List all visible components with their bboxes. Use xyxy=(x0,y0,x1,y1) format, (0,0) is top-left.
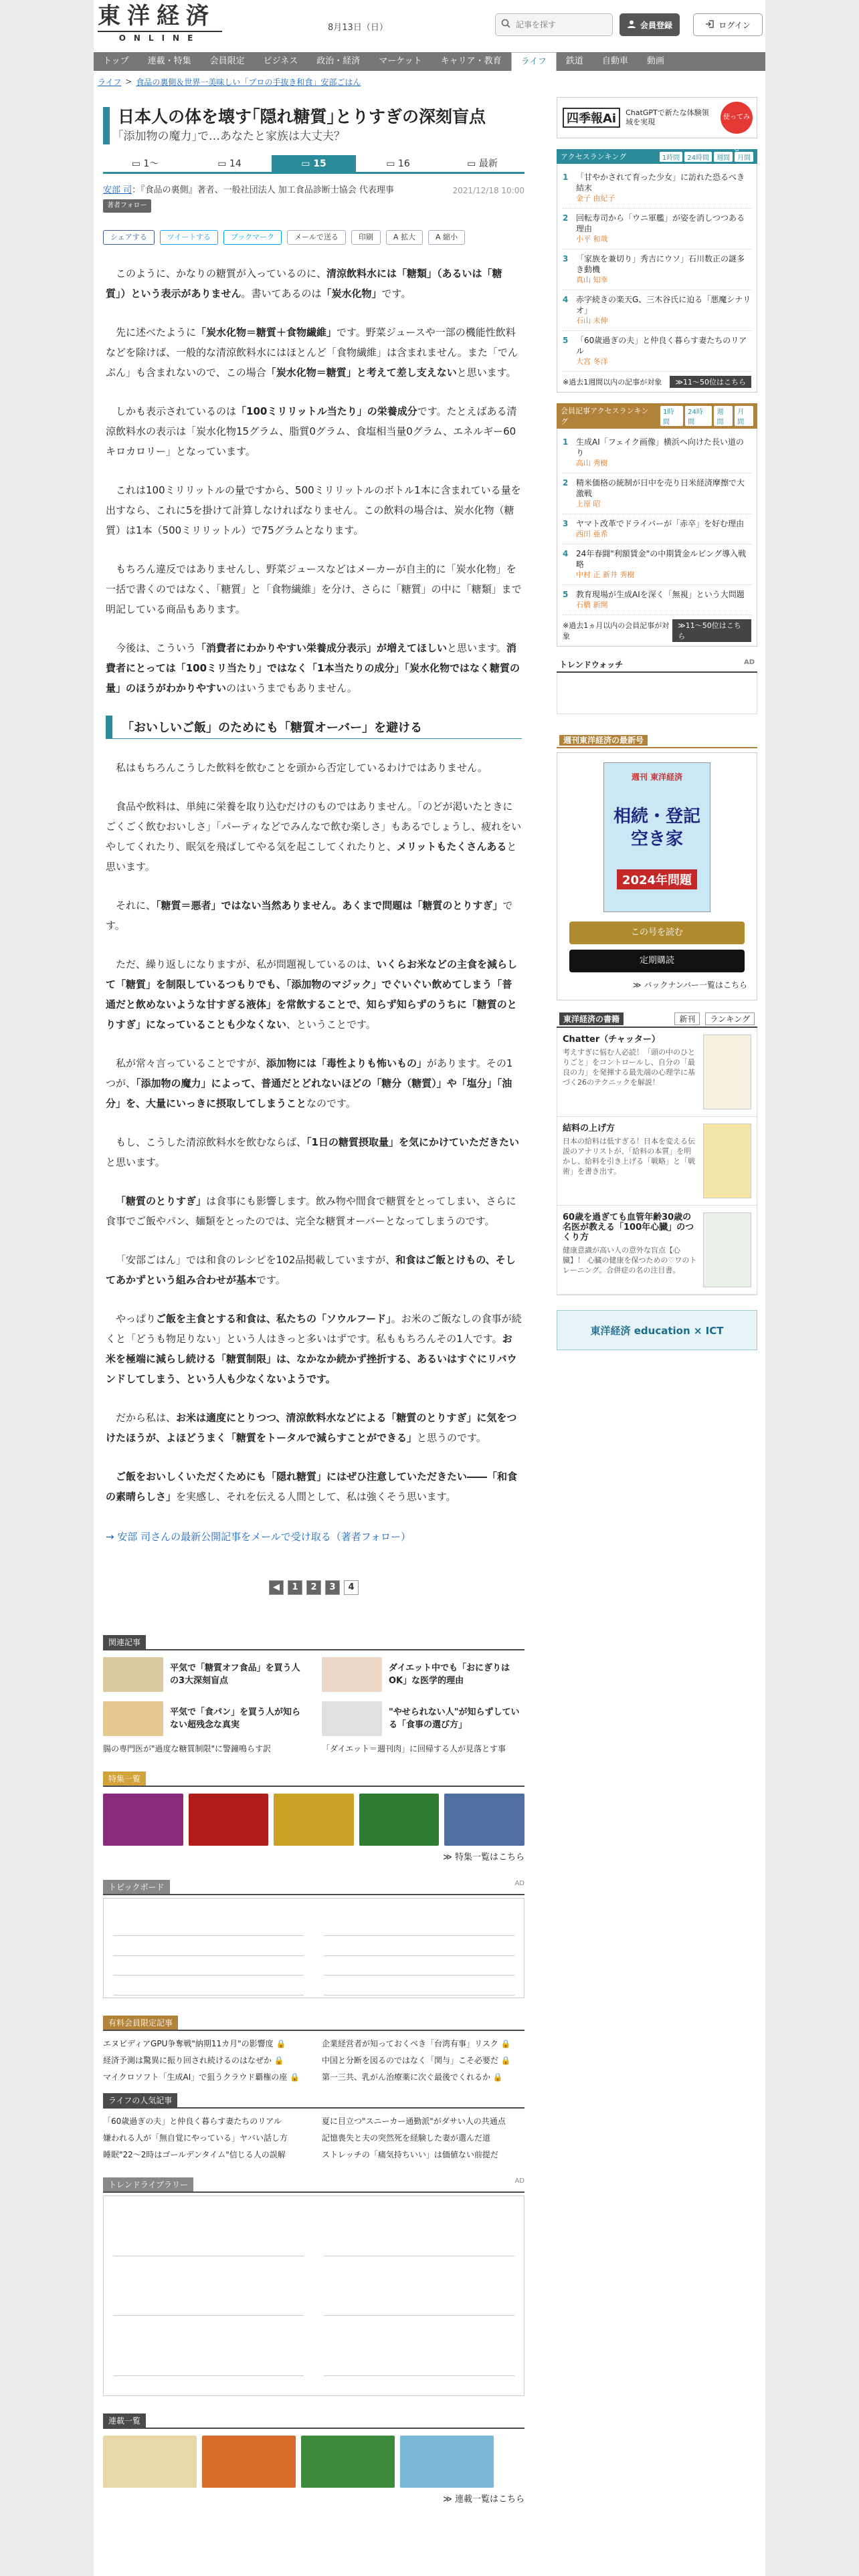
author-follow-link[interactable]: → 安部 司さんの最新公開記事をメールで受け取る（著者フォロー） xyxy=(106,1531,411,1543)
magazine-box xyxy=(557,733,757,1000)
article-paragraph: ご飯をおいしくいただくためにも「隠れ糖質」にはぜひ注意していただきたい――「和食の素晴らしさ」を実感し、それを伝える人間として、私は強くそう思います。 xyxy=(106,1471,518,1503)
font-enlarge-button[interactable]: A 拡大 xyxy=(386,230,423,245)
access-ranking-item[interactable] xyxy=(563,331,751,372)
member-ranking-item-author: 高山 秀樹 xyxy=(576,459,608,467)
book-cover[interactable] xyxy=(703,1035,751,1109)
book-title[interactable]: 60歳を過ぎても血管年齢30歳の名医が教える「100年心臓」のつくり方 xyxy=(563,1212,694,1243)
author-name[interactable]: 安部 司 xyxy=(103,185,132,195)
access-ranking-item[interactable] xyxy=(563,249,751,290)
article-paragraph: このように、かなりの糖質が入っているのに、清涼飲料水には「糖類」（あるいは「糖質」）という表示がありません。書いてあるのは「炭水化物」です。 xyxy=(106,267,502,300)
access-ranking-tab[interactable]: 1時間 xyxy=(660,152,682,162)
site-logo-sub[interactable]: ONLINE xyxy=(98,31,222,44)
breadcrumb-item-life[interactable]: ライフ xyxy=(98,77,122,87)
features-label: 特集一覧 xyxy=(103,1772,146,1786)
article-page-tabs xyxy=(103,155,524,174)
member-ranking-tab[interactable]: 月間 xyxy=(735,406,753,426)
book-text xyxy=(563,1123,698,1198)
access-ranking-footer xyxy=(563,376,751,388)
access-ranking-item-title[interactable]: 「60歳過ぎの夫」と仲良く暮らす妻たちのリアル xyxy=(576,336,747,356)
feature-thumbnail[interactable] xyxy=(274,1794,354,1846)
emphasis-text: 「炭水化物＝糖質」と考えて差し支えない xyxy=(266,366,457,379)
member-ranking-item-text xyxy=(576,548,751,580)
pager-prev-button[interactable]: ◀ xyxy=(269,1580,284,1595)
login-button[interactable] xyxy=(693,13,763,36)
pagination xyxy=(103,1580,524,1595)
access-ranking-rank-number: 3 xyxy=(563,254,569,263)
related-thumbnail[interactable] xyxy=(103,1701,163,1736)
lock-icon: 🔒 xyxy=(498,2039,511,2048)
page-icon: ▭ xyxy=(301,158,314,169)
article-paragraph: 「糖質のとりすぎ」は食事にも影響します。飲み物や間食で糖質をとってしまい、さらに食事でご飯やパン、麺類をとったのでは、完全な糖質オーバーとなってしまうのです。 xyxy=(106,1195,516,1227)
member-register-label: 会員登録 xyxy=(640,20,673,30)
login-label: ログイン xyxy=(719,20,751,30)
page xyxy=(94,0,765,2576)
book-desc: 健康意識が高い人の意外な盲点【心臓】！ 心臓の健康を保つための♡ワのトレーニング。合併症の名の注目書。 xyxy=(563,1246,697,1275)
access-ranking-tab[interactable]: 月間 xyxy=(735,152,753,162)
emphasis-text: いくらお米などの主食を減らして「糖質」を制限しているつもりでも、「添加物のマジック」でぐいぐい飲めてしまう「普通だと飲めないような甘すぎる液体」を常飲することで、知らず知らずのうちに「糖質のとりすぎ」になっていることも少なくない xyxy=(106,958,518,1031)
access-ranking-rank-number: 5 xyxy=(563,336,569,345)
page-tab[interactable]: ▭ 1〜 xyxy=(131,158,159,169)
breadcrumb-item-series[interactable]: 食品の裏側＆世界一美味しい「プロの手抜き和食」安部ごはん xyxy=(136,77,361,87)
trend-ad-label: AD xyxy=(514,2177,524,2185)
trend-watch-ad: AD xyxy=(743,659,755,666)
popular-list xyxy=(103,2115,524,2160)
page-tab[interactable]: ▭ 15 xyxy=(272,155,356,172)
book-item[interactable] xyxy=(557,1117,757,1206)
member-ranking-item[interactable] xyxy=(563,473,751,514)
member-ranking-label: 会員記事アクセスランキング xyxy=(561,407,649,426)
premium-label: 有料会員限定記事 xyxy=(103,2016,178,2030)
emphasis-text: お米を極端に減らし続ける「糖質制限」は、なかなか続かず挫折する、あるいはすぐにリバウンドしてしまう、という人も少なくないようです。 xyxy=(106,1333,517,1385)
access-ranking-item-text xyxy=(576,253,751,286)
access-ranking-item-author: 金子 由紀子 xyxy=(576,194,615,203)
trend-label: トレンドライブラリー xyxy=(103,2177,193,2191)
header-date: 8月13日（日） xyxy=(328,23,388,33)
list-item[interactable]: 夏に目立つ"スニーカー通勤派"がダサい人の共通点 xyxy=(322,2117,506,2126)
ad-text: ChatGPTで新たな体験領域を実現 xyxy=(626,108,709,126)
emphasis-text: 「消費者にわかりやすい栄養成分表示」が増えてほしい xyxy=(196,642,448,654)
article-title: 日本人の体を壊す｢隠れ糖質｣とりすぎの深刻盲点 xyxy=(118,107,486,126)
access-ranking-item-title[interactable]: 回転寿司から「ウニ軍艦」が姿を消しつつある理由 xyxy=(576,213,745,233)
facebook-share-button[interactable]: シェアする xyxy=(103,230,155,245)
article-paragraph: 「安部ごはん」では和食のレシピを102品掲載していますが、和食はご飯とけもの、そしてあかずという組み合わせが基本です。 xyxy=(106,1254,516,1286)
related-more xyxy=(103,1743,524,1754)
nav-item[interactable]: 会員限定 xyxy=(209,56,245,66)
article-paragraph: しかも表示されているのは「100ミリリットル当たり」の栄養成分です。たとえばある清涼飲料水の表示は「炭水化物15グラム、脂質0グラム、食塩相当量0グラム、エネルギー60キロカロリー」となっています。 xyxy=(106,405,517,457)
pager-page-2[interactable]: 2 xyxy=(306,1580,321,1595)
feature-thumbnail[interactable] xyxy=(189,1794,269,1846)
list-item[interactable]: 嫌われる人が「無自覚にやっている」ヤバい話し方 xyxy=(103,2133,288,2143)
breadcrumb xyxy=(94,74,361,90)
article-paragraph: 私が常々言っていることですが、添加物には「毒性よりも怖いもの」があります。その1つが、「添加物の魔力」によって、普通だとどれないほどの「糖分（糖質）」や「塩分」「油分」を、大量にいっきに摂取してしまうことなのです。 xyxy=(106,1057,513,1109)
emphasis-text: お米は適度にとりつつ、清涼飲料水などによる「糖質のとりすぎ」に気をつけたほうが、よほどうまく「糖質をトータルで減らすことができる」 xyxy=(106,1412,517,1444)
access-ranking-item-title[interactable]: 「甘やかされて育った少女」に訪れた恐るべき結末 xyxy=(576,173,745,193)
ad-cta-button[interactable]: 使ってみる xyxy=(721,102,753,134)
features-more-label: 特集一覧はこちら xyxy=(454,1852,524,1862)
list-item[interactable]: エヌビディアGPU争奪戦"納期11カ月"の影響度 🔒 xyxy=(103,2039,286,2048)
login-icon xyxy=(705,19,714,31)
cover-year: 2024年問題 xyxy=(617,869,697,889)
access-ranking-tab[interactable]: 24時間 xyxy=(684,152,712,162)
book-desc: 考えすぎに悩む人必読！「頭の中のひとりごと」をコントロールし、自分の「最良の力」を発揮する最先端の心理学に基づく26のテクニックを解説！ xyxy=(563,1048,695,1087)
nav-item[interactable]: マーケット xyxy=(379,56,422,66)
emphasis-text: 「1日の糖質摂取量」を気にかけていただきたい xyxy=(306,1136,519,1148)
access-ranking-item-author: 大宮 冬洋 xyxy=(576,357,608,366)
related-item[interactable] xyxy=(103,1657,306,1692)
topic-label: トピックボード xyxy=(103,1880,170,1894)
access-ranking xyxy=(557,149,757,393)
member-ranking-footnote: ※過去1ヵ月以内の会員記事が対象 xyxy=(563,621,670,641)
access-ranking-item-author: 石山 未伸 xyxy=(576,316,608,325)
member-ranking-item-title[interactable]: 教育現場が生成AIを深く「無視」という大問題 xyxy=(576,590,745,599)
list-item[interactable]: 経済予測は驚異に振り回され続けるのはなぜか 🔒 xyxy=(103,2056,284,2065)
article-title-block xyxy=(103,107,524,144)
book-desc: 日本の給料は低すぎる！日本を変える伝説のアナリストが、「給料の本質」を明かし、給料を引き上げる「戦略」と「戦術」を書き出す。 xyxy=(563,1137,695,1176)
print-button[interactable]: 印刷 xyxy=(351,230,381,245)
education-ict-label: 東洋経済 education × ICT xyxy=(590,1324,724,1337)
series-thumbnail[interactable] xyxy=(400,2436,494,2488)
member-ranking-tab[interactable]: 1時間 xyxy=(660,406,683,426)
features-more-link[interactable]: ≫ 特集一覧はこちら xyxy=(443,1852,524,1862)
related-item[interactable] xyxy=(322,1701,524,1736)
magazine-cover[interactable] xyxy=(603,762,710,912)
list-item[interactable]: 中国と分断を図るのではなく「関与」こそ必要だ 🔒 xyxy=(322,2056,511,2065)
access-ranking-footnote: ※過去1週間以内の記事が対象 xyxy=(563,378,662,387)
member-ranking-item-text xyxy=(576,437,751,469)
related-thumbnail[interactable] xyxy=(322,1701,382,1736)
site-header xyxy=(94,0,765,52)
topic-board-area xyxy=(103,1898,524,1998)
twitter-share-button[interactable]: ツイートする xyxy=(160,230,218,245)
trend-library xyxy=(103,2177,524,2396)
nav-item[interactable]: 自動車 xyxy=(601,56,628,66)
member-ranking-item[interactable] xyxy=(563,585,751,615)
feature-thumbnail[interactable] xyxy=(103,1794,183,1846)
nav-item[interactable]: 連載・特集 xyxy=(147,56,191,66)
book-item[interactable] xyxy=(557,1206,757,1295)
magazine-label: 週刊東洋経済の最新号 xyxy=(559,735,648,746)
article-paragraph: 私はもちろんこうした飲料を飲むことを頭から否定しているわけではありません。 xyxy=(116,762,488,774)
member-ranking-tab[interactable]: 週間 xyxy=(714,406,733,426)
list-item[interactable]: マイクロソフト「生成AI」で狙うクラウド覇権の座 🔒 xyxy=(103,2072,300,2082)
book-title[interactable]: 結料の上げ方 xyxy=(563,1123,615,1134)
access-ranking-item-text xyxy=(576,335,751,367)
emphasis-text: 「添加物の魔力」によって、普通だとどれないほどの「糖分（糖質）」や「塩分」「油分」を、大量にいっきに摂取してしまうこと xyxy=(106,1077,512,1109)
books-tab-ranking[interactable]: ランキング xyxy=(705,1012,755,1025)
trend-library-area xyxy=(103,2195,524,2396)
series-more-link[interactable]: ≫ 連載一覧はこちら xyxy=(443,2494,524,2504)
emphasis-text: 添加物には「毒性よりも怖いもの」 xyxy=(266,1057,427,1069)
emphasis-text: ご飯をおいしくいただくためにも「隠れ糖質」にはぜひ注意していただきたい――「和食の素晴らしさ」 xyxy=(106,1471,518,1503)
lock-icon: 🔒 xyxy=(287,2072,300,2082)
member-ranking-item-author: 石橋 新開 xyxy=(576,601,608,609)
book-text xyxy=(563,1212,698,1287)
cover-main: 相続・登記 空き家 xyxy=(613,807,701,849)
premium-list xyxy=(103,2038,524,2082)
member-ranking-rank-number: 2 xyxy=(563,478,569,488)
access-ranking-list xyxy=(557,164,757,393)
author-follow-button[interactable]: 著者フォロー xyxy=(103,199,151,213)
access-ranking-item[interactable] xyxy=(563,209,751,249)
related-thumbnail[interactable] xyxy=(103,1657,163,1692)
list-item[interactable]: 睡眠"22〜2時はゴールデンタイム"信じる人の誤解 xyxy=(103,2150,286,2159)
book-cover[interactable] xyxy=(703,1123,751,1198)
access-ranking-label: アクセスランキング xyxy=(561,152,627,161)
features-box xyxy=(103,1772,524,1862)
search-input[interactable] xyxy=(516,20,596,29)
access-ranking-item-title[interactable]: 「家族を兼切り」秀吉にウソ」石川数正の謎多き動機 xyxy=(576,254,745,274)
member-ranking-rank-number: 5 xyxy=(563,590,569,599)
member-ranking-rank-number: 3 xyxy=(563,519,569,528)
related-box xyxy=(103,1635,524,1754)
access-ranking-item-title[interactable]: 赤字続きの楽天G、三木谷氏に迫る「悪魔シナリオ」 xyxy=(576,295,751,315)
author-block xyxy=(103,185,524,213)
premium-box xyxy=(103,2016,524,2082)
topic-board xyxy=(103,1880,524,1998)
bookmark-button[interactable]: ブックマーク xyxy=(223,230,282,245)
nav-item[interactable]: ライフ xyxy=(511,52,557,71)
article-paragraph: 今後は、こういう「消費者にわかりやすい栄養成分表示」が増えてほしいと思います。消費者にとっては「100ミリ当たり」ではなく「1本当たりの成分」「炭水化物ではなく糖質の量」のほうがわかりやすいのはいうまでもありません。 xyxy=(106,642,520,694)
access-ranking-item[interactable] xyxy=(563,290,751,331)
site-logo[interactable]: 東洋経済 xyxy=(98,3,215,29)
related-item[interactable] xyxy=(322,1657,524,1692)
emphasis-text: 「炭水化物」 xyxy=(321,288,382,300)
series-box xyxy=(103,2413,524,2504)
article-paragraph: もちろん違反ではありませんし、野菜ジュースなどはメーカーが自主的に「炭水化物」を一括で書くのではなく、「糖質」と「食物繊維」を分け、さらに「糖質」の中に「糖類」まで明記している商品もあります。 xyxy=(106,563,522,615)
member-ranking-more-button[interactable]: ≫11〜50位はこちら xyxy=(672,619,751,642)
emphasis-text: 「炭水化物＝糖質＋食物繊維」 xyxy=(196,326,337,338)
nav-item[interactable]: 鉄道 xyxy=(565,56,583,66)
page-tab[interactable]: ▭ 16 xyxy=(386,158,410,169)
global-nav xyxy=(94,52,765,71)
series-label: 連載一覧 xyxy=(103,2413,146,2428)
book-cover[interactable] xyxy=(703,1212,751,1287)
access-ranking-item-author: 小平 和哉 xyxy=(576,235,608,243)
topic-ad-label: AD xyxy=(514,1880,524,1887)
page-icon: ▭ xyxy=(386,158,398,169)
article-paragraph: それに、「糖質＝悪者」ではない当然ありません。あくまで問題は「糖質のとりすぎ」です。 xyxy=(106,899,513,932)
related-thumbnail[interactable] xyxy=(322,1657,382,1692)
user-icon xyxy=(627,19,636,31)
member-ranking-item-author: 中村 正 新井 秀樹 xyxy=(576,570,635,579)
member-ranking-item-title[interactable]: 精米価格の統制が日中を売り日米経済摩擦で大激戦 xyxy=(576,478,745,498)
page-tab[interactable]: ▭ 最新 xyxy=(467,158,498,169)
article-paragraph: これは100ミリリットルの量ですから、500ミリリットルのボトル1本に含まれている量を出すなら、これに5を掛けて計算しなければなりません。この飲料の場合は、炭水化物（糖質）は1本（500ミリリットル）で75グラムとなります。 xyxy=(106,484,521,536)
member-ranking-item-text xyxy=(576,589,745,611)
article-paragraph: やっぱりご飯を主食とする和食は、私たちの「ソウルフード」。お米のご飯なしの食事が続くと「どうも物足りない」という人はきっと多いはずです。私ももちろんその1人です。お米を極端に減らし続ける「糖質制限」は、なかなか続かず挫折する、あるいはすぐにリバウンドしてしまう、という人も少なくないようです。 xyxy=(106,1313,522,1385)
emphasis-text: メリットもたくさんある xyxy=(397,841,507,853)
popular-label: ライフの人気記事 xyxy=(103,2093,177,2107)
section-heading: 「おいしいご飯」のためにも「糖質オーバー」を避ける xyxy=(106,716,522,739)
article-body xyxy=(103,263,524,1545)
series-more-label: 連載一覧はこちら xyxy=(454,2494,524,2504)
lock-icon: 🔒 xyxy=(498,2056,511,2065)
books-label: 東洋経済の書籍 xyxy=(559,1012,624,1025)
member-register-button[interactable] xyxy=(619,13,680,36)
article-paragraph: 先に述べたように「炭水化物＝糖質＋食物繊維」です。野菜ジュースや一部の機能性飲料などを除けば、一般的な清涼飲料水にはほとんど「食物繊維」は含まれません。また「でんぷん」も含まれないので、この場合「炭水化物＝糖質」と考えて差し支えないと思います。 xyxy=(106,326,518,379)
related-more-link[interactable]: 腸の専門医が"過度な糖質制限"に警鐘鳴らす訳 xyxy=(103,1744,272,1753)
list-item[interactable]: 記憶喪失と夫の突然死を経験した妻が選んだ道 xyxy=(322,2133,491,2143)
series-thumbnail[interactable] xyxy=(301,2436,395,2488)
emphasis-text: 「糖質のとりすぎ」 xyxy=(116,1195,207,1207)
related-title[interactable]: "やせられない人"が知らずしている「食事の選び方」 xyxy=(389,1707,520,1730)
emphasis-text: 「100ミリリットル当たり」の栄養成分 xyxy=(236,405,417,417)
member-ranking-item-title[interactable]: 生成AI「フェイク画像」横浜へ向けた長い道のり xyxy=(576,437,744,457)
share-bar xyxy=(103,230,524,245)
member-ranking-item-title[interactable]: 24年春闘"利額賃金"の中期賃金ルビング導入戦略 xyxy=(576,549,747,569)
book-title[interactable]: Chatter（チャッター） xyxy=(563,1035,660,1045)
mail-button[interactable]: メールで送る xyxy=(287,230,346,245)
article-paragraph: だから私は、お米は適度にとりつつ、清涼飲料水などによる「糖質のとりすぎ」に気をつけたほうが、よほどうまく「糖質をトータルで減らすことができる」と思うのです。 xyxy=(106,1412,517,1444)
access-ranking-rank-number: 1 xyxy=(563,173,569,182)
books-box xyxy=(557,1011,757,1295)
member-ranking-item-text xyxy=(576,518,744,540)
list-item[interactable]: 第一三共、乳がん治療薬に次ぐ最後でくれるか 🔒 xyxy=(322,2072,503,2082)
access-ranking-item[interactable] xyxy=(563,168,751,209)
member-ranking-item-title[interactable]: ヤマト改革でドライバーが「赤卒」を好む理由 xyxy=(576,519,745,528)
emphasis-text: 和食はご飯とけもの、そしてあかずという組み合わせが基本 xyxy=(106,1254,516,1286)
related-title[interactable]: 平気で「食パン」を買う人が知らない超残念な真実 xyxy=(170,1707,301,1730)
page-tab[interactable]: ▭ 14 xyxy=(217,158,242,169)
member-ranking-list xyxy=(557,429,757,647)
magazine-panel xyxy=(557,752,757,1000)
access-ranking-item-text xyxy=(576,213,751,245)
popular-box xyxy=(103,2093,524,2160)
cover-brand: 週刊 東洋経済 xyxy=(631,772,683,782)
lock-icon: 🔒 xyxy=(272,2056,284,2065)
access-ranking-rank-number: 4 xyxy=(563,295,569,304)
nav-item[interactable]: キャリア・教育 xyxy=(440,56,502,66)
lock-icon: 🔒 xyxy=(490,2072,503,2082)
page-icon: ▭ xyxy=(131,158,144,169)
nav-item[interactable]: ビジネス xyxy=(263,56,298,66)
related-more-link[interactable]: 「ダイエット＝週刊肉」に回帰する人が見落とす事 xyxy=(322,1744,506,1753)
member-ranking-item-author: 上原 昭 xyxy=(576,500,601,508)
related-item[interactable] xyxy=(103,1701,306,1736)
book-text xyxy=(563,1035,698,1109)
pager-page-4: 4 xyxy=(344,1580,359,1595)
page-icon: ▭ xyxy=(467,158,479,169)
related-title[interactable]: 平気で「糖質オフ食品」を買う人の3大深刻盲点 xyxy=(170,1663,300,1686)
list-item[interactable]: ストレッチの「痛気持ちいい」は価値ない前提だ xyxy=(322,2150,498,2159)
books-tab-new[interactable]: 新刊 xyxy=(674,1012,700,1025)
access-ranking-item-author: 真山 知幸 xyxy=(576,276,608,284)
lock-icon: 🔒 xyxy=(273,2039,286,2048)
books-list xyxy=(557,1028,757,1295)
book-item[interactable] xyxy=(557,1028,757,1117)
article-subtitle: ｢添加物の魔力｣で…あなたと家族は大丈夫？ xyxy=(118,130,345,143)
trend-watch-area xyxy=(557,673,757,714)
nav-item[interactable]: 政治・経済 xyxy=(316,56,361,66)
pager-page-1[interactable]: 1 xyxy=(288,1580,302,1595)
member-ranking-item[interactable] xyxy=(563,514,751,544)
breadcrumb-sep: > xyxy=(125,77,132,86)
member-ranking-tab[interactable]: 24時間 xyxy=(685,406,712,426)
member-ranking xyxy=(557,403,757,647)
access-ranking-more-button[interactable]: ≫11〜50位はこちら xyxy=(670,376,751,388)
article-paragraph: もし、こうした清涼飲料水を飲むならば、「1日の糖質摂取量」を気にかけていただきたいと思います。 xyxy=(106,1136,519,1168)
trend-watch xyxy=(557,657,757,714)
search-icon xyxy=(501,19,510,31)
access-ranking-item-text xyxy=(576,294,751,326)
article-paragraph: 食品や飲料は、単純に栄養を取り込むだけのものではありません。「のどが渇いたときにごくごく飲むおいしさ」「パーティなどでみんなで飲む楽しさ」もあるでしょうし、疲れをいやしてくれたり、眠気を飛ばしてやる気を起こしてくれたりと、メリットもたくさんあると思います。 xyxy=(106,800,522,873)
article-main xyxy=(103,107,524,2504)
features-list xyxy=(103,1794,524,1846)
member-ranking-rank-number: 1 xyxy=(563,437,569,447)
series-thumbnail[interactable] xyxy=(202,2436,296,2488)
subscribe-button[interactable]: 定期購読 xyxy=(569,950,745,972)
emphasis-text: 「糖質＝悪者」ではない当然ありません。あくまで問題は「糖質のとりすぎ」 xyxy=(156,899,503,911)
member-ranking-item[interactable] xyxy=(563,433,751,473)
member-ranking-rank-number: 4 xyxy=(563,549,569,558)
page-icon: ▭ xyxy=(217,158,229,169)
nav-item[interactable]: トップ xyxy=(103,56,129,66)
emphasis-text: 消費者にとっては「100ミリ当たり」ではなく「1本当たりの成分」「炭水化物ではなく糖質の量」のほうがわかりやすい xyxy=(106,642,520,694)
series-list xyxy=(103,2436,524,2488)
member-ranking-item-text xyxy=(576,477,751,510)
emphasis-text: ご飯を主食とする和食は、私たちの「ソウルフード」 xyxy=(156,1313,391,1325)
related-title[interactable]: ダイエット中でも「おにぎりはOK」な医学的理由 xyxy=(389,1663,510,1686)
sidebar xyxy=(557,97,757,1350)
font-shrink-button[interactable]: A 縮小 xyxy=(428,230,465,245)
read-issue-button[interactable]: この号を読む xyxy=(569,922,745,944)
related-label: 関連記事 xyxy=(103,1635,146,1649)
article-date: 2021/12/18 10:00 xyxy=(452,186,524,195)
trend-watch-label: トレンドウォッチ xyxy=(559,660,624,669)
feature-thumbnail[interactable] xyxy=(359,1794,440,1846)
feature-thumbnail[interactable] xyxy=(444,1794,524,1846)
related-grid xyxy=(103,1657,524,1736)
list-item[interactable]: 「60歳過ぎの夫」と仲良く暮らす妻たちのリアル xyxy=(103,2117,282,2126)
emphasis-text: 清涼飲料水には「糖類」（あるいは「糖質」）という表示がありません xyxy=(106,267,502,300)
back-number-link[interactable]: ≫ バックナンバー一覧はこちら xyxy=(633,980,747,990)
article-paragraph: ただ、繰り返しになりますが、私が問題視しているのは、いくらお米などの主食を減らして「糖質」を制限しているつもりでも、「添加物のマジック」でぐいぐい飲めてしまう「普通だと飲めないような甘すぎる液体」を常飲することで、知らず知らずのうちに「糖質のとりすぎ」になっていることも少なくない、ということです。 xyxy=(106,958,518,1031)
access-ranking-rank-number: 2 xyxy=(563,213,569,223)
member-ranking-footer xyxy=(563,619,751,642)
list-item[interactable]: 企業経営者が知っておくべき「台湾有事」リスク 🔒 xyxy=(322,2039,511,2048)
search-box[interactable] xyxy=(495,13,613,36)
shikiho-ai-ad[interactable] xyxy=(557,97,757,153)
author-desc: ：『食品の裏側』著者、一般社団法人 加工食品診断士協会 代表理事 xyxy=(132,185,394,195)
member-ranking-item[interactable] xyxy=(563,544,751,585)
member-ranking-item-author: 西田 亜希 xyxy=(576,530,608,538)
pager-page-3[interactable]: 3 xyxy=(325,1580,340,1595)
education-ict-banner[interactable] xyxy=(557,1310,757,1350)
series-thumbnail[interactable] xyxy=(103,2436,197,2488)
access-ranking-item-text xyxy=(576,172,751,204)
access-ranking-tab[interactable]: 週間 xyxy=(714,152,733,162)
nav-item[interactable]: 動画 xyxy=(646,56,664,66)
ad-title: 四季報Ai xyxy=(563,108,620,128)
